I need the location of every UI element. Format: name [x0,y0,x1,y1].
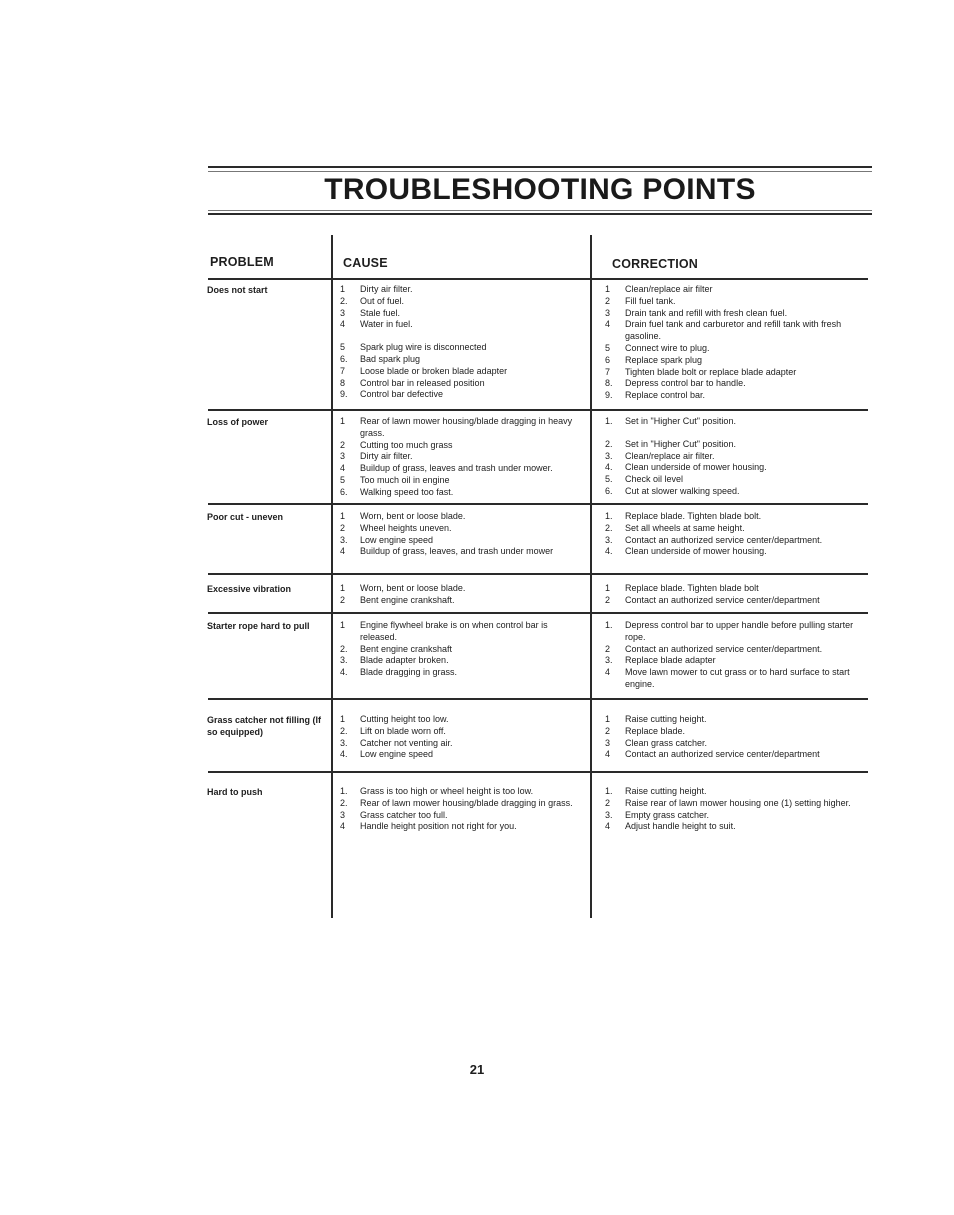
item-number: 4. [340,667,348,678]
cause-list [340,284,586,401]
item-number: 1 [340,583,346,593]
cause-item [340,487,586,499]
title-bottom-rule [208,213,872,215]
item-number: 8 [340,377,346,388]
correction-item [605,451,871,463]
item-text: Adjust handle height to suit. [625,821,736,832]
page-number: 21 [469,1062,485,1077]
cause-item [340,655,586,667]
item-text: Contact an authorized service center/department [625,749,820,760]
item-number: 2. [340,725,348,736]
cause-item [340,798,586,810]
item-number: 2. [340,797,348,808]
item-text: Blade dragging in grass. [360,667,458,678]
item-text: Walking speed too fast. [360,486,454,497]
item-text: Raise rear of lawn mower housing one (1) setting higher. [625,797,851,808]
correction-list [605,583,871,607]
item-number: 4 [605,821,611,832]
correction-item [605,355,871,367]
cause-item [340,354,586,366]
correction-item [605,810,871,822]
item-text: Stale fuel. [360,307,401,318]
cause-item [340,451,586,463]
item-text: Contact an authorized service center/department [625,594,820,605]
cause-item [340,511,586,523]
cause-item [340,296,586,308]
item-number: 4 [605,749,611,760]
correction-item [605,308,871,320]
item-text: Bent engine crankshaft [360,643,453,654]
title-bottom-rule-thin [208,210,872,211]
row-separator [208,612,868,614]
correction-header: CORRECTION [612,257,699,271]
item-number: 1 [340,416,346,426]
item-number: 2 [605,594,611,605]
item-text: Replace blade. Tighten blade bolt. [625,511,762,521]
item-text: Dirty air filter. [360,451,413,462]
item-number: 2. [340,643,348,654]
problem-label: Excessive vibration [207,584,292,594]
item-number: 1. [605,511,613,521]
cause-item [340,284,586,296]
item-number: 2 [605,643,611,654]
item-text: Replace blade adapter [625,655,716,666]
item-number: 3. [605,655,613,666]
correction-item [605,439,871,451]
correction-item [605,319,871,343]
correction-item [605,655,871,667]
item-number: 1 [340,620,346,630]
correction-item [605,786,871,798]
item-number: 3 [340,451,346,462]
item-number: 4 [340,319,346,330]
correction-list [605,416,871,498]
correction-item [605,486,871,498]
item-text: Drain fuel tank and carburetor and refill tank with fresh gasoline. [625,319,842,342]
cause-item [340,475,586,487]
item-number: 4. [340,749,348,760]
cause-list [340,714,586,761]
item-number: 2. [605,438,613,449]
item-number: 3 [605,737,611,748]
item-text: Replace blade. [625,725,686,736]
item-number: 2. [340,295,348,306]
item-text: Replace control bar. [625,390,706,401]
item-number: 3 [340,307,346,318]
correction-item [605,738,871,750]
correction-item [605,511,871,523]
item-text: Drain tank and refill with fresh clean fuel. [625,307,788,318]
item-text: Set in "Higher Cut" position. [625,438,736,449]
item-text: Raise cutting height. [625,714,707,724]
cause-item [340,620,586,644]
item-number: 2 [340,594,346,605]
item-number: 3. [605,450,613,461]
item-text: Set all wheels at same height. [625,522,745,533]
item-text: Contact an authorized service center/department. [625,643,823,654]
item-text: Catcher not venting air. [360,737,453,748]
item-number: 4. [605,546,613,557]
correction-item [605,667,871,691]
cause-list [340,583,586,607]
item-text: Set in "Higher Cut" position. [625,416,736,426]
correction-item [605,416,871,428]
correction-item [605,821,871,833]
correction-item [605,284,871,296]
item-text: Spark plug wire is disconnected [360,342,487,353]
item-number: 1. [605,620,613,630]
item-number: 6. [605,485,613,496]
correction-item [605,296,871,308]
item-text: Worn, bent or loose blade. [360,511,466,521]
item-text: Clean/replace air filter [625,284,713,294]
item-text: Connect wire to plug. [625,342,710,353]
item-text: Water in fuel. [360,319,413,330]
cause-item [340,523,586,535]
item-text: Clean/replace air filter. [625,450,715,461]
item-text: Control bar defective [360,389,444,400]
item-text: Rear of lawn mower housing/blade dragging in heavy grass. [360,416,573,438]
item-number: 1. [605,416,613,426]
correction-item [605,523,871,535]
column-divider-cause-correction [590,235,592,918]
cause-item [340,378,586,390]
item-text: Depress control bar to handle. [625,378,746,389]
correction-item [605,546,871,558]
cause-item [340,366,586,378]
item-text: Bent engine crankshaft. [360,594,455,605]
item-number: 3. [340,655,348,666]
item-text: Clean underside of mower housing. [625,462,767,473]
item-number: 4 [340,463,346,474]
problem-label: Hard to push [207,787,263,797]
row-separator [208,278,868,280]
item-number: 5 [605,342,611,353]
correction-item [605,583,871,595]
item-text: Loose blade or broken blade adapter [360,365,508,376]
item-text: Empty grass catcher. [625,809,710,820]
item-text: Dirty air filter. [360,284,413,294]
item-number: 6 [605,354,611,365]
item-number: 3 [340,809,346,820]
correction-list [605,714,871,761]
cause-list [340,786,586,833]
cause-list [340,620,586,679]
item-text: Low engine speed [360,534,434,545]
item-number: 2 [340,522,346,533]
item-number: 1. [605,786,613,796]
item-number: 6. [340,353,348,364]
item-text: Replace blade. Tighten blade bolt [625,583,759,593]
item-text: Grass is too high or wheel height is too low. [360,786,534,796]
item-text: Depress control bar to upper handle before pulling starter rope. [625,620,854,642]
item-number: 7 [340,365,346,376]
problem-header: PROBLEM [210,255,274,269]
item-number: 5. [605,474,613,485]
problem-label: Poor cut - uneven [207,512,284,522]
item-number: 3 [605,307,611,318]
item-number: 9. [605,390,613,401]
cause-item [340,726,586,738]
correction-item [605,726,871,738]
item-number: 1 [340,511,346,521]
cause-item [340,786,586,798]
item-text: Clean grass catcher. [625,737,708,748]
correction-item [605,644,871,656]
item-number: 5 [340,474,346,485]
item-text: Clean underside of mower housing. [625,546,767,557]
item-number: 1 [340,714,346,724]
cause-list [340,416,586,499]
item-number: 1 [605,714,611,724]
item-text: Control bar in released position [360,377,485,388]
cause-item [340,319,586,331]
cause-item [340,389,586,401]
correction-item [605,595,871,607]
cause-item [340,595,586,607]
problem-label: Loss of power [207,417,269,427]
item-text: Blade adapter broken. [360,655,449,666]
item-text: Cut at slower walking speed. [625,485,740,496]
correction-item [605,749,871,761]
item-number: 4. [605,462,613,473]
cause-item [340,738,586,750]
row-separator [208,573,868,575]
cause-item [340,644,586,656]
item-number: 1. [340,786,348,796]
item-number: 1 [605,583,611,593]
correction-list [605,511,871,558]
item-number: 8. [605,378,613,389]
correction-item [605,462,871,474]
cause-item [340,416,586,440]
cause-item [340,821,586,833]
item-text: Bad spark plug [360,353,421,364]
item-text: Wheel heights uneven. [360,522,452,533]
item-text: Low engine speed [360,749,434,760]
item-text: Buildup of grass, leaves and trash under mower. [360,463,553,474]
item-text: Worn, bent or loose blade. [360,583,466,593]
correction-item [605,474,871,486]
cause-item [340,463,586,475]
cause-item [340,667,586,679]
item-text: Rear of lawn mower housing/blade dragging in grass. [360,797,573,808]
cause-item [340,749,586,761]
item-text: Out of fuel. [360,295,405,306]
item-text: Buildup of grass, leaves, and trash under mower [360,546,554,557]
correction-list [605,620,871,691]
item-number: 7 [605,366,611,377]
item-number: 4 [605,319,611,330]
item-text: Engine flywheel brake is on when control bar is released. [360,620,548,642]
row-separator [208,503,868,505]
correction-item [605,535,871,547]
correction-item [605,620,871,644]
item-text: Raise cutting height. [625,786,707,796]
problem-label: Grass catcher not filling (If so equipped) [207,715,322,737]
item-number: 4 [605,667,611,678]
item-number: 4 [340,821,346,832]
cause-item [340,308,586,320]
item-number: 2 [605,725,611,736]
item-number: 3. [605,534,613,545]
problem-label: Starter rope hard to pull [207,621,310,631]
item-number: 4 [340,546,346,557]
correction-item [605,714,871,726]
cause-item [340,535,586,547]
cause-list [340,511,586,558]
correction-list [605,284,871,402]
item-number: 2 [605,797,611,808]
item-text: Lift on blade worn off. [360,725,446,736]
item-number: 5 [340,342,346,353]
item-text: Too much oil in engine [360,474,450,485]
item-number: 1 [605,284,611,294]
item-text: Fill fuel tank. [625,295,676,306]
correction-item [605,343,871,355]
item-number: 2 [340,439,346,450]
correction-item [605,378,871,390]
item-number: 6. [340,486,348,497]
cause-item [340,714,586,726]
correction-item [605,798,871,810]
item-number: 2. [605,522,613,533]
cause-header: CAUSE [343,256,388,270]
item-text: Handle height position not right for you. [360,821,517,832]
item-number: 3. [340,737,348,748]
item-number: 1 [340,284,346,294]
page-title: TROUBLESHOOTING POINTS [324,173,756,206]
row-separator [208,409,868,411]
cause-item [340,810,586,822]
row-separator [208,698,868,700]
correction-item [605,367,871,379]
item-text: Cutting too much grass [360,439,453,450]
row-separator [208,771,868,773]
cause-item [340,440,586,452]
correction-item [605,390,871,402]
cause-item [340,546,586,558]
item-text: Move lawn mower to cut grass or to hard surface to start engine. [625,667,850,689]
item-text: Replace spark plug [625,354,703,365]
item-number: 9. [340,389,348,400]
item-number: 3. [605,809,613,820]
cause-item [340,342,586,354]
item-number: 3. [340,534,348,545]
item-text: Cutting height too low. [360,714,449,724]
item-text: Check oil level [625,474,684,485]
problem-label: Does not start [207,285,268,295]
correction-list [605,786,871,833]
column-divider-problem-cause [331,235,333,918]
item-text: Contact an authorized service center/department. [625,534,823,545]
item-number: 2 [605,295,611,306]
item-text: Tighten blade bolt or replace blade adapter [625,366,797,377]
item-text: Grass catcher too full. [360,809,448,820]
cause-item [340,583,586,595]
